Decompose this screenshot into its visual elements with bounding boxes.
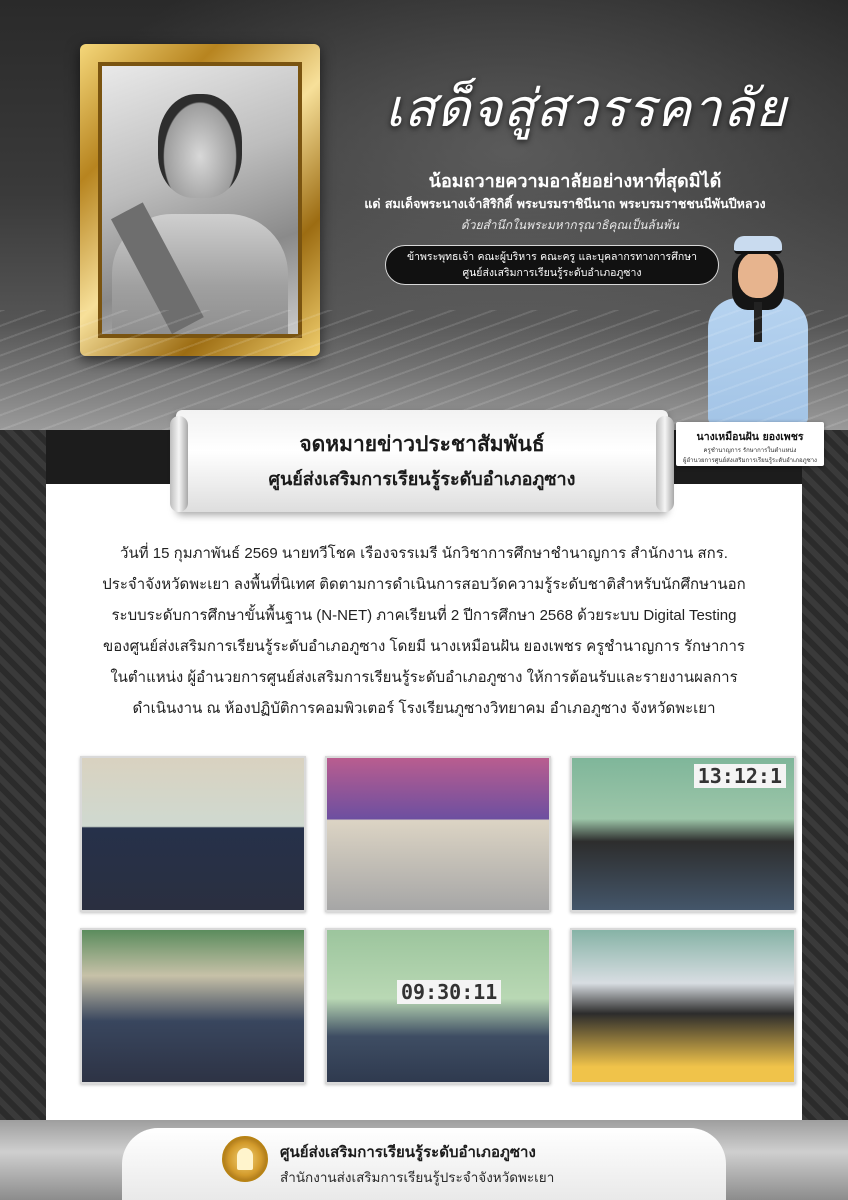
photo-gallery <box>80 756 796 1084</box>
director-role-1: ครูชำนาญการ รักษาการในตำแหน่ง <box>703 447 797 454</box>
photo-computer-lab <box>570 928 796 1084</box>
photo-briefing <box>325 756 551 912</box>
uniform-cap <box>734 236 782 254</box>
portrait-head <box>158 94 242 198</box>
right-pattern-panel <box>802 430 848 1130</box>
face <box>738 252 778 298</box>
footer-plate <box>122 1128 726 1200</box>
signatory-line-2: ศูนย์ส่งเสริมการเรียนรู้ระดับอำเภอภูซาง <box>462 267 642 279</box>
photo-exam-room-1 <box>570 756 796 912</box>
newsletter-title: จดหมายข่าวประชาสัมพันธ์ <box>299 432 545 456</box>
signatory-line-1: ข้าพระพุทธเจ้า คณะผู้บริหาร คณะครู และบุคลากรทางการศึกษา <box>406 251 698 263</box>
footer-parent-org: สำนักงานส่งเสริมการเรียนรู้ประจำจังหวัดพะเยา <box>280 1170 555 1186</box>
gratitude-line: ด้วยสำนึกในพระมหากรุณาธิคุณเป็นล้นพ้น <box>460 218 680 232</box>
left-pattern-panel <box>0 430 46 1130</box>
director-name: นางเหมือนฝัน ยองเพชร <box>696 431 804 443</box>
royal-portrait <box>98 62 302 338</box>
newsletter-banner <box>176 410 668 512</box>
photo-hallway <box>80 928 306 1084</box>
director-photo <box>702 236 812 424</box>
exam-clock-1: 13:12:1 <box>694 764 786 788</box>
body-line: ในตำแหน่ง ผู้อำนวยการศูนย์ส่งเสริมการเรียนรู้ระดับอำเภอภูซาง ให้การต้อนรับและรายงานผลการ <box>110 669 738 686</box>
royal-name-line: แด่ สมเด็จพระนางเจ้าสิริกิติ์ พระบรมราชินีนาถ พระบรมราชชนนีพันปีหลวง <box>364 196 766 211</box>
gilded-portrait-frame <box>80 44 320 356</box>
signatory-pill <box>385 245 719 285</box>
tribute-line: น้อมถวายความอาลัยอย่างหาที่สุดมิได้ <box>428 171 722 192</box>
body-line: ของศูนย์ส่งเสริมการเรียนรู้ระดับอำเภอภูซาง โดยมี นางเหมือนฝัน ยองเพชร ครูชำนาญการ รักษาการ <box>103 638 745 655</box>
footer-org-name: ศูนย์ส่งเสริมการเรียนรู้ระดับอำเภอภูซาง <box>280 1143 536 1161</box>
body-line: วันที่ 15 กุมภาพันธ์ 2569 นายทวีโชค เรืองจรรเมรี นักวิชาการศึกษาชำนาญการ สำนักงาน สกร. <box>120 545 728 562</box>
body-line: ประจำจังหวัดพะเยา ลงพื้นที่นิเทศ ติดตามการดำเนินการสอบวัดความรู้ระดับชาติสำหรับนักศึกษานอก <box>102 576 746 593</box>
newsletter-subtitle: ศูนย์ส่งเสริมการเรียนรู้ระดับอำเภอภูซาง <box>268 469 576 490</box>
memorial-title: เสด็จสู่สวรรคาลัย <box>385 79 787 139</box>
uniform <box>708 298 808 424</box>
memorial-header <box>0 0 848 430</box>
news-body <box>60 538 788 724</box>
director-nameplate <box>676 422 824 466</box>
exam-clock-2: 09:30:11 <box>397 980 501 1004</box>
org-seal-icon <box>222 1136 268 1182</box>
tie <box>754 302 762 342</box>
director-role-2: ผู้อำนวยการศูนย์ส่งเสริมการเรียนรู้ระดับอำเภอภูซาง <box>682 457 817 464</box>
photo-exam-room-2 <box>325 928 551 1084</box>
body-line: ดำเนินงาน ณ ห้องปฏิบัติการคอมพิวเตอร์ โรงเรียนภูซางวิทยาคม อำเภอภูซาง จังหวัดพะเยา <box>132 700 716 717</box>
body-line: ระบบระดับการศึกษาขั้นพื้นฐาน (N-NET) ภาคเรียนที่ 2 ปีการศึกษา 2568 ด้วยระบบ Digital Testing <box>111 607 737 624</box>
photo-group-welcome <box>80 756 306 912</box>
